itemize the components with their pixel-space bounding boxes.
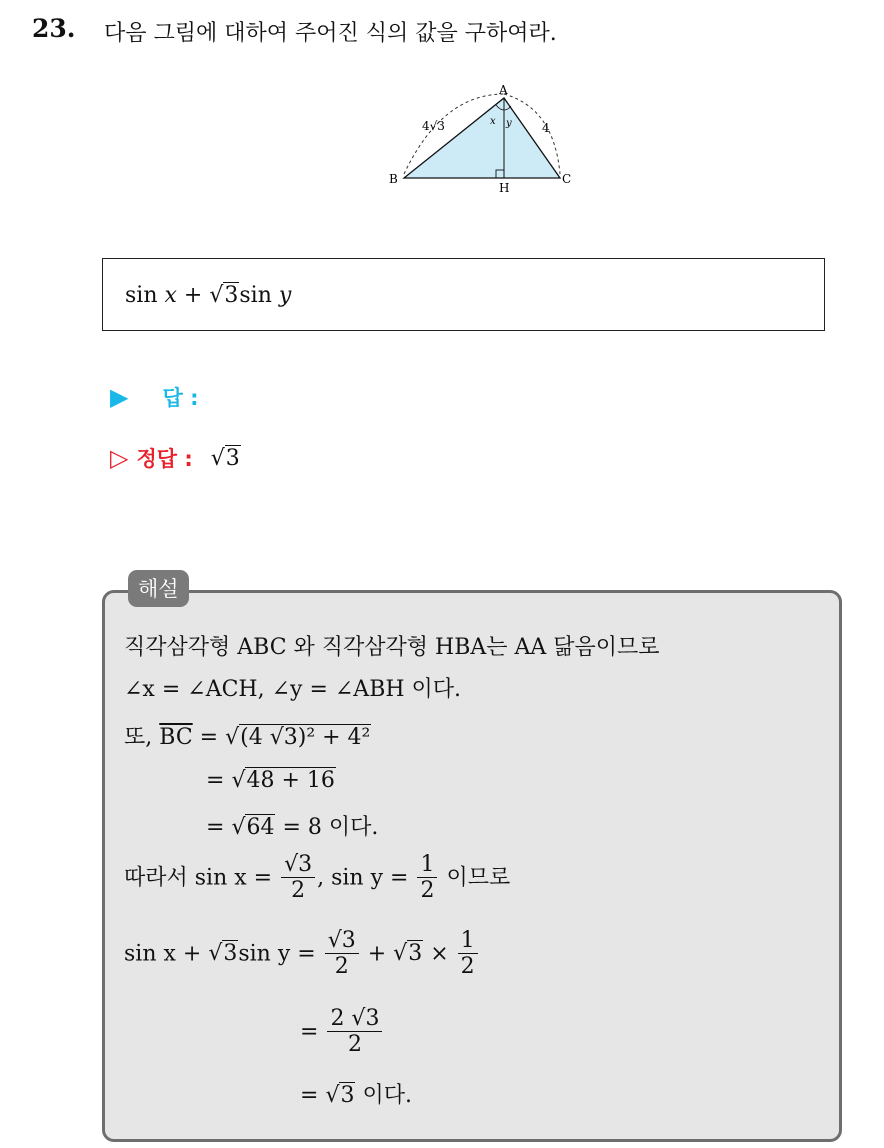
answer-row: [110, 382, 198, 412]
expression: sin x + √3sin y: [125, 283, 292, 308]
expression-box: [102, 258, 825, 331]
solution-line-3: 또, $\overline{BC} = √(4$ √3)² + 4²: [124, 725, 371, 750]
label-x: x: [490, 116, 496, 127]
correct-answer-value: √3: [210, 445, 240, 471]
correct-answer-row: [110, 443, 241, 473]
label-c: C: [562, 172, 572, 186]
label-y: y: [506, 118, 512, 129]
label-b: B: [389, 172, 398, 186]
label-ab-length: 4√3: [422, 119, 445, 133]
triangle-figure: [382, 82, 582, 202]
outline-arrow-icon: ▷: [110, 444, 129, 472]
solution-tab: 해설: [128, 570, 189, 607]
label-a: A: [499, 83, 508, 97]
answer-label: 답 :: [162, 386, 199, 410]
solution-line-6: 따라서 sin x = $\frac{√3}{2}$ , sin y = $\frac{1}{2}$ 이므로: [124, 852, 511, 904]
solution-line-2: ∠x = ∠ACH, ∠y = ∠ABH 이다.: [124, 677, 462, 702]
play-arrow-icon: ▶: [110, 383, 129, 411]
label-ac-length: 4: [542, 121, 550, 135]
triangle-abc: [404, 98, 560, 178]
solution-line-4: = √48 + 16: [206, 768, 335, 793]
solution-line-8: = $\frac{2 √3}{2}$: [300, 1006, 384, 1059]
solution-line-9: = √3 이다.: [300, 1083, 412, 1108]
solution-line-1: 직각삼각형 ABC 와 직각삼각형 HBA는 AA 닮음이므로: [124, 635, 660, 660]
question-number: 23.: [32, 14, 76, 43]
solution-line-5: = √64 = 8 이다.: [206, 815, 379, 840]
solution-line-7: sin x + √3sin y = $\frac{√3}{2}$ + √3 × $\frac{1}{2}$: [124, 928, 480, 981]
label-h: H: [499, 181, 510, 195]
correct-answer-label: 정답 :: [136, 447, 193, 471]
question-text: 다음 그림에 대하여 주어진 식의 값을 구하여라.: [104, 21, 557, 46]
